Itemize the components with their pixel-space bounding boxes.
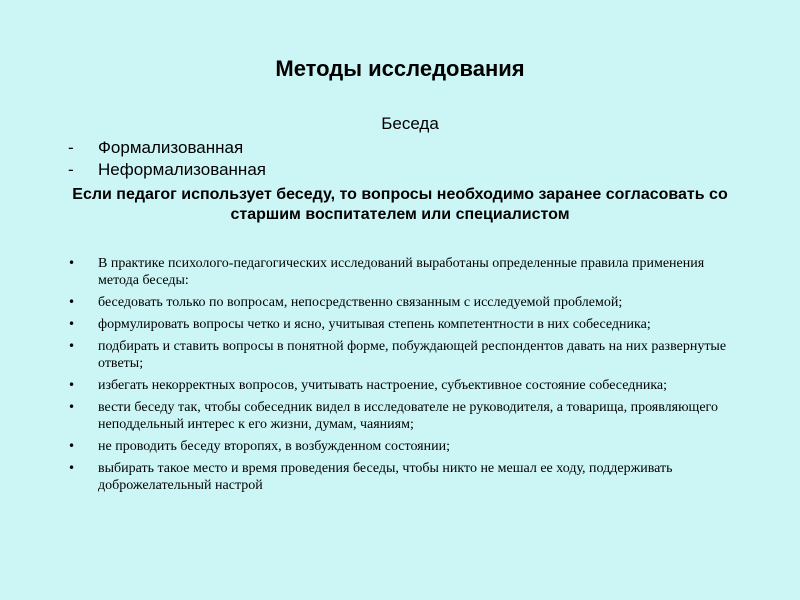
highlight-note: Если педагог использует беседу, то вопросы необходимо заранее согласовать со старшим воспитателем или специалистом	[72, 186, 728, 223]
dash-marker: -	[68, 138, 74, 157]
list-item	[68, 255, 728, 289]
bullet-icon: •	[68, 339, 76, 353]
list-item-text: не проводить беседу второпях, в возбужденном состоянии;	[98, 439, 450, 454]
list-item-text: формулировать вопросы четко и ясно, учитывая степень компетентности в них собеседника;	[98, 317, 651, 332]
list-item-label: Неформализованная	[98, 160, 266, 179]
rules-list	[68, 255, 728, 499]
bullet-icon: •	[68, 439, 76, 453]
list-item	[68, 438, 728, 455]
list-item	[68, 137, 266, 159]
conversation-types-list	[68, 137, 266, 181]
bullet-icon: •	[68, 317, 76, 331]
list-item-text: избегать некорректных вопросов, учитывать настроение, субъективное состояние собеседника;	[98, 378, 668, 393]
list-item	[68, 316, 728, 333]
slide-subtitle: Беседа	[381, 114, 439, 133]
list-item-text: беседовать только по вопросам, непосредственно связанным с исследуемой проблемой;	[98, 295, 623, 310]
list-item-text: В практике психолого-педагогических исследований выработаны определенные правила применения метода беседы:	[98, 256, 705, 288]
bullet-icon: •	[68, 295, 76, 309]
list-item	[68, 338, 728, 372]
list-item	[68, 294, 728, 311]
bullet-icon: •	[68, 378, 76, 392]
dash-marker: -	[68, 160, 74, 179]
slide-title: Методы исследования	[275, 56, 525, 81]
bullet-icon: •	[68, 256, 76, 270]
list-item-text: выбирать такое место и время проведения беседы, чтобы никто не мешал ее ходу, поддерживать доброжелательный настрой	[98, 461, 673, 493]
list-item-text: подбирать и ставить вопросы в понятной форме, побуждающей респондентов давать на них развернутые ответы;	[98, 339, 727, 371]
list-item	[68, 460, 728, 494]
list-item-label: Формализованная	[98, 138, 244, 157]
list-item	[68, 159, 266, 181]
list-item	[68, 377, 728, 394]
list-item	[68, 399, 728, 433]
bullet-icon: •	[68, 400, 76, 414]
bullet-icon: •	[68, 461, 76, 475]
list-item-text: вести беседу так, чтобы собеседник видел в исследователе не руководителя, а товарища, проявляющего неподдельный интерес к его жизни, думам, чаяниям;	[98, 400, 718, 432]
